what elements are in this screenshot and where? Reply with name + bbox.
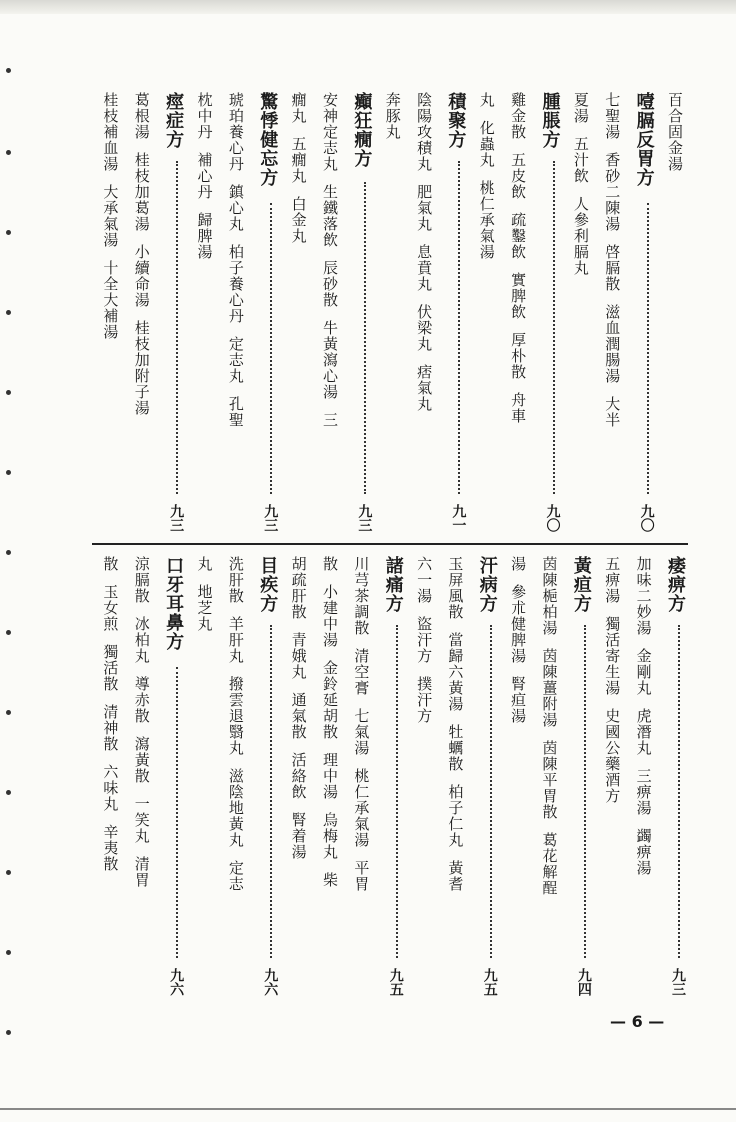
formula-name: 七氣湯	[352, 708, 371, 756]
section-page-number: 九三	[262, 504, 279, 532]
formula-name: 奔豚丸	[383, 92, 402, 140]
formula-name: 三痹湯	[634, 768, 653, 816]
formula-name: 茵陳薑附湯	[540, 648, 559, 728]
formula-name: 香砂二陳湯	[603, 152, 622, 232]
formula-name: 補心丹	[195, 152, 214, 200]
dot-leader	[270, 203, 272, 494]
formula-name: 玉屏風散	[446, 556, 465, 620]
margin-dot	[6, 870, 11, 875]
bottom-column	[594, 556, 625, 996]
entry-line	[662, 92, 688, 532]
top-column	[657, 92, 688, 532]
bottom-column	[92, 556, 123, 996]
formula-name: 生鐵落飲	[320, 184, 339, 248]
bottom-column	[437, 556, 468, 996]
margin-dot	[6, 550, 11, 555]
section-page-number: 九三	[670, 968, 686, 996]
entry-line	[505, 92, 531, 532]
dot-leader	[678, 625, 680, 958]
section-divider	[92, 543, 688, 545]
margin-dot	[6, 310, 11, 315]
margin-dot	[6, 790, 11, 795]
formula-name: 活絡飲	[289, 752, 308, 800]
margin-dot	[6, 470, 11, 475]
entry-line	[599, 92, 625, 532]
section-page-number: 九〇	[638, 504, 655, 532]
formula-name: 孔聖	[226, 396, 245, 428]
bottom-column	[312, 556, 343, 996]
bottom-column	[123, 556, 154, 996]
formula-name: 牛黃瀉心湯	[320, 320, 339, 400]
section-heading: 口牙耳鼻方	[163, 556, 185, 651]
formula-name: 痞氣丸	[415, 364, 434, 412]
dot-leader	[458, 161, 460, 494]
margin-dot	[6, 230, 11, 235]
formula-name: 歸脾湯	[195, 212, 214, 260]
entry-line	[505, 556, 531, 996]
formula-name: 啓膈散	[603, 244, 622, 292]
formula-name: 辛夷散	[101, 824, 120, 872]
top-column	[625, 92, 656, 532]
entry-line	[631, 556, 657, 996]
top-column	[186, 92, 217, 532]
bottom-column	[625, 556, 656, 996]
formula-name: 胡疏肝散	[289, 556, 308, 620]
formula-name: 琥珀養心丹	[226, 92, 245, 172]
formula-name: 六味丸	[101, 764, 120, 812]
dot-leader	[176, 161, 178, 494]
section-page-number: 九四	[575, 968, 592, 996]
entry-line	[474, 92, 500, 532]
formula-name: 腎着湯	[289, 812, 308, 860]
bottom-column	[563, 556, 594, 996]
section-page-number: 九六	[168, 968, 185, 996]
section-heading: 目疾方	[257, 556, 279, 613]
formula-name: 柏子養心丹	[226, 244, 245, 324]
formula-name: 加味二妙湯	[634, 556, 653, 636]
dot-leader	[584, 625, 586, 958]
formula-name: 桂枝加葛湯	[132, 152, 151, 232]
bottom-column	[343, 556, 374, 996]
formula-name: 牡蠣散	[446, 724, 465, 772]
formula-name: 厚朴散	[509, 332, 528, 380]
section-page-number: 九五	[481, 968, 498, 996]
section-page-number: 九六	[262, 968, 279, 996]
formula-name: 金剛丸	[634, 648, 653, 696]
formula-name: 夏湯	[571, 92, 590, 124]
formula-name: 疏鑿飲	[509, 212, 528, 260]
top-column	[280, 92, 311, 532]
section-heading: 積聚方	[445, 92, 467, 149]
formula-name: 丸	[477, 92, 496, 108]
formula-name: 蠲痹湯	[634, 828, 653, 876]
formula-name: 丸	[195, 556, 214, 572]
entry-line	[442, 556, 468, 996]
formula-name: 伏梁丸	[415, 304, 434, 352]
entry-line	[317, 92, 343, 532]
entry-line	[97, 92, 123, 532]
formula-name: 柴	[320, 872, 339, 888]
entry-line	[568, 92, 594, 532]
formula-name: 五汁飲	[571, 136, 590, 184]
formula-name: 大半	[603, 396, 622, 428]
dot-leader	[270, 625, 272, 958]
top-column	[155, 92, 186, 532]
margin-dot	[6, 950, 11, 955]
bottom-column	[406, 556, 437, 996]
formula-name: 化蟲丸	[477, 120, 496, 168]
formula-name: 當歸六黃湯	[446, 632, 465, 712]
formula-name: 平胃	[352, 860, 371, 892]
section-heading: 汗病方	[476, 556, 498, 613]
formula-name: 百合固金湯	[666, 92, 684, 172]
dot-leader	[553, 161, 555, 494]
formula-name: 定志	[226, 860, 245, 892]
top-column	[123, 92, 154, 532]
formula-name: 鎮心丸	[226, 184, 245, 232]
section-page-number: 九〇	[544, 504, 561, 532]
bottom-column	[657, 556, 688, 996]
formula-name: 導赤散	[132, 676, 151, 724]
section-heading: 黃疸方	[570, 556, 592, 613]
formula-name: 茵陳梔柏湯	[540, 556, 559, 636]
formula-name: 安神定志丸	[320, 92, 339, 172]
bottom-column	[374, 556, 405, 996]
formula-name: 五皮飲	[509, 152, 528, 200]
formula-name: 桂枝加附子湯	[132, 320, 151, 416]
bottom-column	[155, 556, 186, 996]
margin-dot	[6, 390, 11, 395]
top-column	[531, 92, 562, 532]
top-column	[500, 92, 531, 532]
entry-line	[191, 92, 217, 532]
formula-name: 冰柏丸	[132, 616, 151, 664]
formula-name: 玉女煎	[101, 584, 120, 632]
formula-name: 川芎茶調散	[352, 556, 371, 636]
formula-name: 清胃	[132, 856, 151, 888]
formula-name: 息賁丸	[415, 244, 434, 292]
entry-line	[191, 556, 217, 996]
entry-line	[348, 556, 374, 996]
formula-name: 三	[320, 412, 339, 428]
formula-name: 桃仁承氣湯	[352, 768, 371, 848]
page-number: — 6 —	[610, 1012, 665, 1031]
formula-name: 獨活散	[101, 644, 120, 692]
top-column	[343, 92, 374, 532]
bottom-column	[531, 556, 562, 996]
formula-name: 雞金散	[509, 92, 528, 140]
entry-line	[97, 556, 123, 996]
entry-line	[411, 556, 437, 996]
entry-line	[286, 92, 312, 532]
entry-line	[223, 92, 249, 532]
top-column	[92, 92, 123, 532]
dot-leader	[176, 667, 178, 958]
top-section	[92, 92, 688, 532]
section-heading: 噎膈反胃方	[633, 92, 655, 187]
formula-name: 洗肝散	[226, 556, 245, 604]
formula-name: 十全大補湯	[101, 260, 120, 340]
entry-line	[317, 556, 343, 996]
dot-leader	[396, 625, 398, 958]
formula-name: 金鈴延胡散	[320, 660, 339, 740]
formula-name: 滋血潤腸湯	[603, 304, 622, 384]
formula-name: 茵陳平胃散	[540, 740, 559, 820]
formula-name: 盜汗方	[415, 616, 434, 664]
formula-name: 辰砂散	[320, 260, 339, 308]
dot-leader	[364, 182, 366, 494]
margin-dot	[6, 150, 11, 155]
formula-name: 七聖湯	[603, 92, 622, 140]
section-heading: 癲狂癇方	[351, 92, 373, 168]
entry-line	[380, 92, 406, 532]
formula-name: 散	[101, 556, 120, 572]
bottom-rule	[0, 1108, 736, 1110]
formula-name: 小建中湯	[320, 584, 339, 648]
formula-name: 五痹湯	[603, 556, 622, 604]
formula-name: 羊肝丸	[226, 616, 245, 664]
bottom-column	[500, 556, 531, 996]
formula-name: 烏梅丸	[320, 812, 339, 860]
section-heading: 痿痹方	[665, 556, 686, 613]
formula-name: 腎疸湯	[509, 676, 528, 724]
formula-name: 五癇丸	[289, 136, 308, 184]
dot-leader	[490, 625, 492, 958]
formula-name: 參朮健脾湯	[509, 584, 528, 664]
section-page-number: 九五	[387, 968, 404, 996]
bottom-section	[92, 556, 688, 996]
section-page-number: 九一	[450, 504, 467, 532]
formula-name: 湯	[509, 556, 528, 572]
formula-name: 清神散	[101, 704, 120, 752]
top-column	[217, 92, 248, 532]
scan-edge	[0, 0, 736, 14]
entry-line	[286, 556, 312, 996]
bottom-column	[280, 556, 311, 996]
bottom-column	[249, 556, 280, 996]
formula-name: 涼膈散	[132, 556, 151, 604]
bottom-column	[468, 556, 499, 996]
top-column	[437, 92, 468, 532]
entry-line	[411, 92, 437, 532]
top-column	[594, 92, 625, 532]
entry-line	[223, 556, 249, 996]
entry-line	[599, 556, 625, 996]
formula-name: 定志丸	[226, 336, 245, 384]
formula-name: 通氣散	[289, 692, 308, 740]
section-heading: 驚悸健忘方	[257, 92, 279, 187]
formula-name: 人參利膈丸	[571, 196, 590, 276]
section-page-number: 九三	[356, 504, 373, 532]
formula-name: 枕中丹	[195, 92, 214, 140]
top-column	[312, 92, 343, 532]
formula-name: 葛根湯	[132, 92, 151, 140]
formula-name: 理中湯	[320, 752, 339, 800]
formula-name: 滋陰地黃丸	[226, 768, 245, 848]
section-heading: 腫脹方	[539, 92, 561, 149]
margin-dot	[6, 630, 11, 635]
top-column	[374, 92, 405, 532]
section-heading: 痙症方	[163, 92, 185, 149]
section-page-number: 九三	[168, 504, 185, 532]
margin-dot	[6, 68, 11, 73]
formula-name: 柏子仁丸	[446, 784, 465, 848]
top-column	[468, 92, 499, 532]
top-column	[406, 92, 437, 532]
margin-dot	[6, 710, 11, 715]
formula-name: 黃耆	[446, 860, 465, 892]
formula-name: 撲汗方	[415, 676, 434, 724]
entry-line	[129, 92, 155, 532]
entry-line	[129, 556, 155, 996]
formula-name: 撥雲退翳丸	[226, 676, 245, 756]
formula-name: 地芝丸	[195, 584, 214, 632]
formula-name: 大承氣湯	[101, 184, 120, 248]
formula-name: 散	[320, 556, 339, 572]
formula-name: 桃仁承氣湯	[477, 180, 496, 260]
formula-name: 小續命湯	[132, 244, 151, 308]
formula-name: 白金丸	[289, 196, 308, 244]
formula-name: 實脾飲	[509, 272, 528, 320]
formula-name: 舟車	[509, 392, 528, 424]
formula-name: 六一湯	[415, 556, 434, 604]
formula-name: 桂枝補血湯	[101, 92, 120, 172]
dot-leader	[647, 203, 649, 494]
formula-name: 癇丸	[289, 92, 308, 124]
section-heading: 諸痛方	[382, 556, 404, 613]
formula-name: 葛花解酲	[540, 832, 559, 896]
bottom-column	[217, 556, 248, 996]
formula-name: 青娥丸	[289, 632, 308, 680]
formula-name: 清空膏	[352, 648, 371, 696]
formula-name: 史國公藥酒方	[603, 708, 622, 804]
top-column	[249, 92, 280, 532]
entry-line	[537, 556, 563, 996]
formula-name: 獨活寄生湯	[603, 616, 622, 696]
formula-name: 虎潛丸	[634, 708, 653, 756]
margin-dot	[6, 1030, 11, 1035]
formula-name: 瀉黃散	[132, 736, 151, 784]
formula-name: 陰陽攻積丸	[415, 92, 434, 172]
top-column	[563, 92, 594, 532]
formula-name: 肥氣丸	[415, 184, 434, 232]
formula-name: 一笑丸	[132, 796, 151, 844]
bottom-column	[186, 556, 217, 996]
